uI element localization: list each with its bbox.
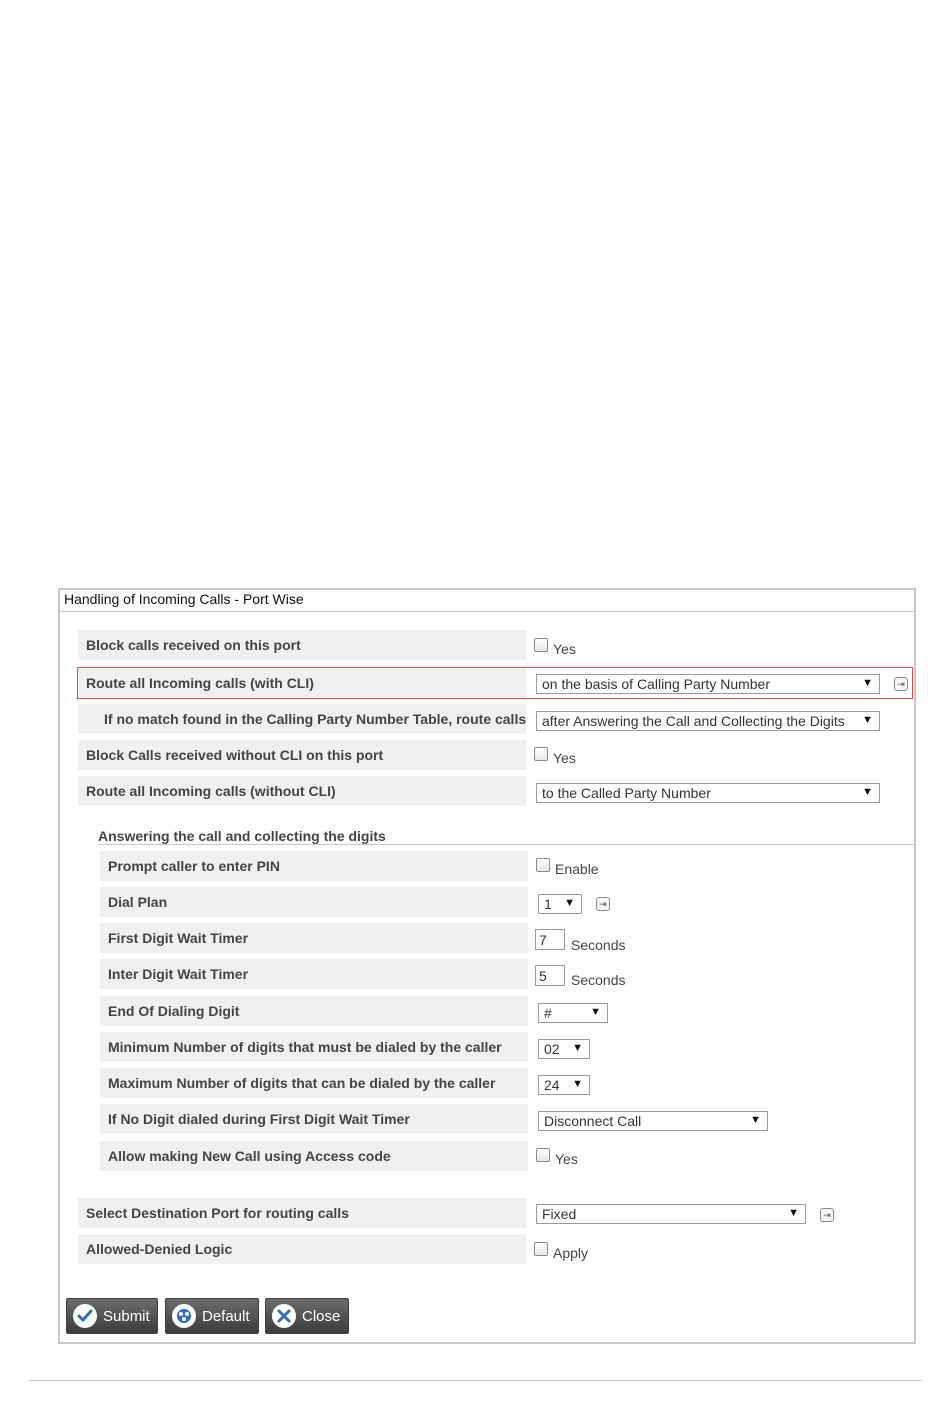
allowed-denied-option: Apply xyxy=(553,1245,589,1261)
no-digit-value: Disconnect Call xyxy=(544,1113,642,1129)
dest-port-label: Select Destination Port for routing calls xyxy=(78,1198,526,1228)
no-digit-label: If No Digit dialed during First Digit Wait Timer xyxy=(100,1104,528,1134)
no-digit-select[interactable] xyxy=(538,1111,768,1131)
close-icon xyxy=(272,1304,296,1328)
block-without-cli-label: Block Calls received without CLI on this port xyxy=(78,740,526,770)
block-without-cli-option: Yes xyxy=(553,750,576,766)
no-match-select[interactable] xyxy=(536,711,880,731)
section-title: Answering the call and collecting the digits xyxy=(98,828,386,844)
dest-port-value: Fixed xyxy=(542,1206,577,1222)
inter-digit-label: Inter Digit Wait Timer xyxy=(100,959,528,989)
route-without-cli-select[interactable] xyxy=(536,783,880,803)
close-label: Close xyxy=(302,1307,341,1325)
incoming-calls-panel xyxy=(58,588,916,1344)
prompt-pin-option: Enable xyxy=(555,861,599,877)
inter-digit-unit: Seconds xyxy=(571,972,626,988)
dest-port-select[interactable] xyxy=(536,1204,806,1224)
inter-digit-input[interactable] xyxy=(535,965,565,986)
max-digits-label: Maximum Number of digits that can be dialed by the caller xyxy=(100,1068,528,1098)
first-digit-input[interactable] xyxy=(535,929,565,950)
chevron-down-icon: ▼ xyxy=(590,1006,601,1018)
end-digit-select[interactable] xyxy=(538,1003,608,1023)
chevron-down-icon: ▼ xyxy=(572,1078,583,1090)
allowed-denied-label: Allowed-Denied Logic xyxy=(78,1234,526,1264)
panel-title: Handling of Incoming Calls - Port Wise xyxy=(60,590,914,612)
route-cli-label: Route all Incoming calls (with CLI) xyxy=(78,668,526,698)
route-cli-select[interactable] xyxy=(536,674,880,694)
chevron-down-icon: ▼ xyxy=(862,786,873,798)
chevron-down-icon: ▼ xyxy=(572,1042,583,1054)
dial-plan-select[interactable] xyxy=(538,894,582,914)
route-without-cli-value: to the Called Party Number xyxy=(542,785,711,801)
access-code-option: Yes xyxy=(555,1151,578,1167)
go-arrow-icon[interactable]: ⇥ xyxy=(894,677,908,691)
chevron-down-icon: ▼ xyxy=(750,1114,761,1126)
chevron-down-icon: ▼ xyxy=(564,897,575,909)
footer-divider xyxy=(28,1380,922,1381)
min-digits-select[interactable] xyxy=(538,1039,590,1059)
block-without-cli-checkbox[interactable] xyxy=(534,747,548,761)
block-calls-checkbox[interactable] xyxy=(534,638,548,652)
section-divider xyxy=(98,844,914,845)
allowed-denied-checkbox[interactable] xyxy=(534,1242,548,1256)
no-match-value: after Answering the Call and Collecting the Digits xyxy=(542,713,845,729)
access-code-label: Allow making New Call using Access code xyxy=(100,1141,528,1171)
dial-plan-label: Dial Plan xyxy=(100,887,528,917)
submit-label: Submit xyxy=(103,1307,150,1325)
min-digits-value: 02 xyxy=(544,1041,560,1057)
end-digit-value: # xyxy=(544,1005,552,1021)
submit-button[interactable] xyxy=(66,1298,158,1334)
max-digits-select[interactable] xyxy=(538,1075,590,1095)
end-digit-label: End Of Dialing Digit xyxy=(100,996,528,1026)
default-icon xyxy=(172,1304,196,1328)
go-arrow-icon[interactable]: ⇥ xyxy=(596,897,610,911)
default-button[interactable] xyxy=(165,1298,259,1334)
block-calls-label: Block calls received on this port xyxy=(78,630,526,660)
min-digits-label: Minimum Number of digits that must be dialed by the caller xyxy=(100,1032,528,1062)
default-label: Default xyxy=(202,1307,250,1325)
max-digits-value: 24 xyxy=(544,1077,560,1093)
close-button[interactable] xyxy=(265,1298,349,1334)
block-calls-option: Yes xyxy=(553,641,576,657)
first-digit-unit: Seconds xyxy=(571,937,626,953)
first-digit-label: First Digit Wait Timer xyxy=(100,923,528,953)
go-arrow-icon[interactable]: ⇥ xyxy=(820,1208,834,1222)
prompt-pin-label: Prompt caller to enter PIN xyxy=(100,851,528,881)
chevron-down-icon: ▼ xyxy=(862,714,873,726)
chevron-down-icon: ▼ xyxy=(862,677,873,689)
access-code-checkbox[interactable] xyxy=(536,1148,550,1162)
route-cli-value: on the basis of Calling Party Number xyxy=(542,676,770,692)
no-match-label: If no match found in the Calling Party Number Table, route calls xyxy=(78,704,526,734)
chevron-down-icon: ▼ xyxy=(788,1207,799,1219)
prompt-pin-checkbox[interactable] xyxy=(536,858,550,872)
route-without-cli-label: Route all Incoming calls (without CLI) xyxy=(78,776,526,806)
check-icon xyxy=(73,1304,97,1328)
dial-plan-value: 1 xyxy=(544,896,552,912)
